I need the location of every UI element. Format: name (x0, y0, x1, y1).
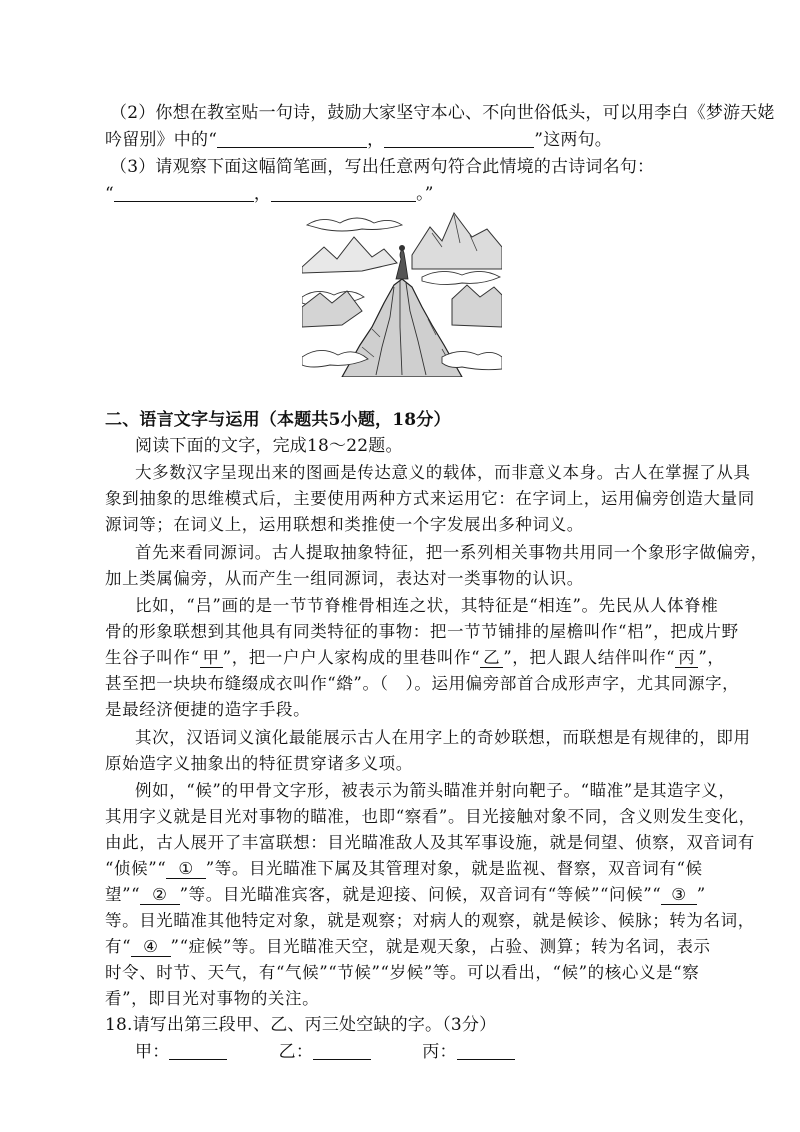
section-heading: 二、语言文字与运用（本题共5小题，18分） (105, 410, 451, 430)
blank-3: ③ (661, 885, 696, 905)
passage-line: 象到抽象的思维模式后，主要使用两种方式来运用它：在字词上，运用偏旁创造大量同 (105, 489, 755, 508)
passage-line-with-blanks: 生谷子叫作“ 甲 ”，把一户户人家构成的里巷叫作“ 乙 ”，把人跟人结伴叫作“ 丙 ”， (105, 648, 725, 667)
passage-line: 时令、时节、天气，有“气候”“节候”“岁候”等。可以看出，“候”的核心义是“察 (105, 963, 700, 982)
passage-line-with-blanks: “侦候”“ ① ”等。目光瞄准下属及其管理对象，就是监视、督察，双音词有“候 (105, 859, 703, 878)
passage-line: 看”，即目光对事物的关注。 (105, 989, 320, 1008)
passage-line: 大多数汉字呈现出来的图画是传达意义的载体，而非意义本身。古人在掌握了从具 (135, 463, 751, 482)
blank-jia: 甲 (200, 648, 223, 668)
blank-2: ② (140, 885, 179, 905)
blank-1: ① (166, 859, 205, 879)
passage-line: 源词等；在词义上，运用联想和类推使一个字发展出多种词义。 (105, 515, 584, 534)
passage-line: 例如，“候”的甲骨文字形，被表示为箭头瞄准并射向靶子。“瞄准”是其造字义， (135, 781, 736, 800)
passage-line: 加上类属偏旁，从而产生一组同源词，表达对一类事物的认识。 (105, 569, 584, 588)
q3-line2: “ ， 。” (105, 184, 434, 204)
q3-line1: （3）请观察下面这幅简笔画，写出任意两句符合此情境的古诗词名句： (110, 157, 655, 177)
q3-blank-2[interactable] (271, 183, 416, 202)
passage-line: 原始造字义抽象出的特征贯穿诸多义项。 (105, 754, 413, 773)
answer-bing-blank[interactable] (457, 1041, 515, 1060)
passage-line: 骨的形象联想到其他具有同类特征的事物：把一节节铺排的屋檐叫作“梠”，把成片野 (105, 622, 739, 641)
answer-yi-blank[interactable] (313, 1041, 371, 1060)
blank-bing: 丙 (675, 648, 698, 668)
q18-answers: 甲： 乙： 丙： (135, 1040, 515, 1064)
q18-prompt: 18.请写出第三段甲、乙、丙三处空缺的字。（3分） (105, 1015, 497, 1035)
passage-line-with-blanks: 望”“ ② ”等。目光瞄准宾客，就是迎接、问候，双音词有“等候”“问候”“ ③ ” (105, 885, 706, 904)
section-instruction: 阅读下面的文字，完成18～22题。 (135, 436, 403, 456)
passage-line: 等。目光瞄准其他特定对象，就是观察；对病人的观察，就是候诊、候脉；转为名词， (105, 911, 755, 930)
passage-line: 比如，“吕”画的是一节节脊椎骨相连之状，其特征是“相连”。先民从人体脊椎 (135, 596, 719, 615)
q2-blank-2[interactable] (384, 129, 534, 148)
q2-blank-1[interactable] (217, 129, 367, 148)
q2-line1: （2）你想在教室贴一句诗，鼓励大家坚守本心、不向世俗低头，可以用李白《梦游天姥 (110, 103, 775, 123)
passage-line: 其次，汉语词义演化最能展示古人在用字上的奇妙联想，而联想是有规律的，即用 (135, 728, 751, 747)
passage-line: 其用字义就是目光对事物的瞄准，也即“察看”。目光接触对象不同，含义则发生变化， (105, 807, 756, 826)
passage-line: 由此，古人展开了丰富联想：目光瞄准敌人及其军事设施，就是伺望、侦察，双音词有 (105, 833, 755, 852)
q2-line2: 吟留别》中的“ ， ”这两句。 (105, 130, 612, 150)
q3-blank-1[interactable] (114, 183, 254, 202)
blank-4: ④ (131, 937, 170, 957)
passage-line: 甚至把一块块布缝缀成衣叫作“綹”。（ ）。运用偏旁部首合成形声字，尤其同源字， (105, 674, 740, 693)
passage-line-with-blanks: 有“ ④ ”“症候”等。目光瞄准天空，就是观天象，占验、测算；转为名词，表示 (105, 937, 711, 956)
passage-line: 首先来看同源词。古人提取抽象特征，把一系列相关事物共用同一个象形字做偏旁， (135, 543, 768, 562)
blank-yi: 乙 (480, 648, 503, 668)
passage-line: 是最经济便捷的造字手段。 (105, 700, 311, 719)
answer-jia-blank[interactable] (169, 1041, 227, 1060)
mountain-sketch-illustration (302, 207, 502, 377)
